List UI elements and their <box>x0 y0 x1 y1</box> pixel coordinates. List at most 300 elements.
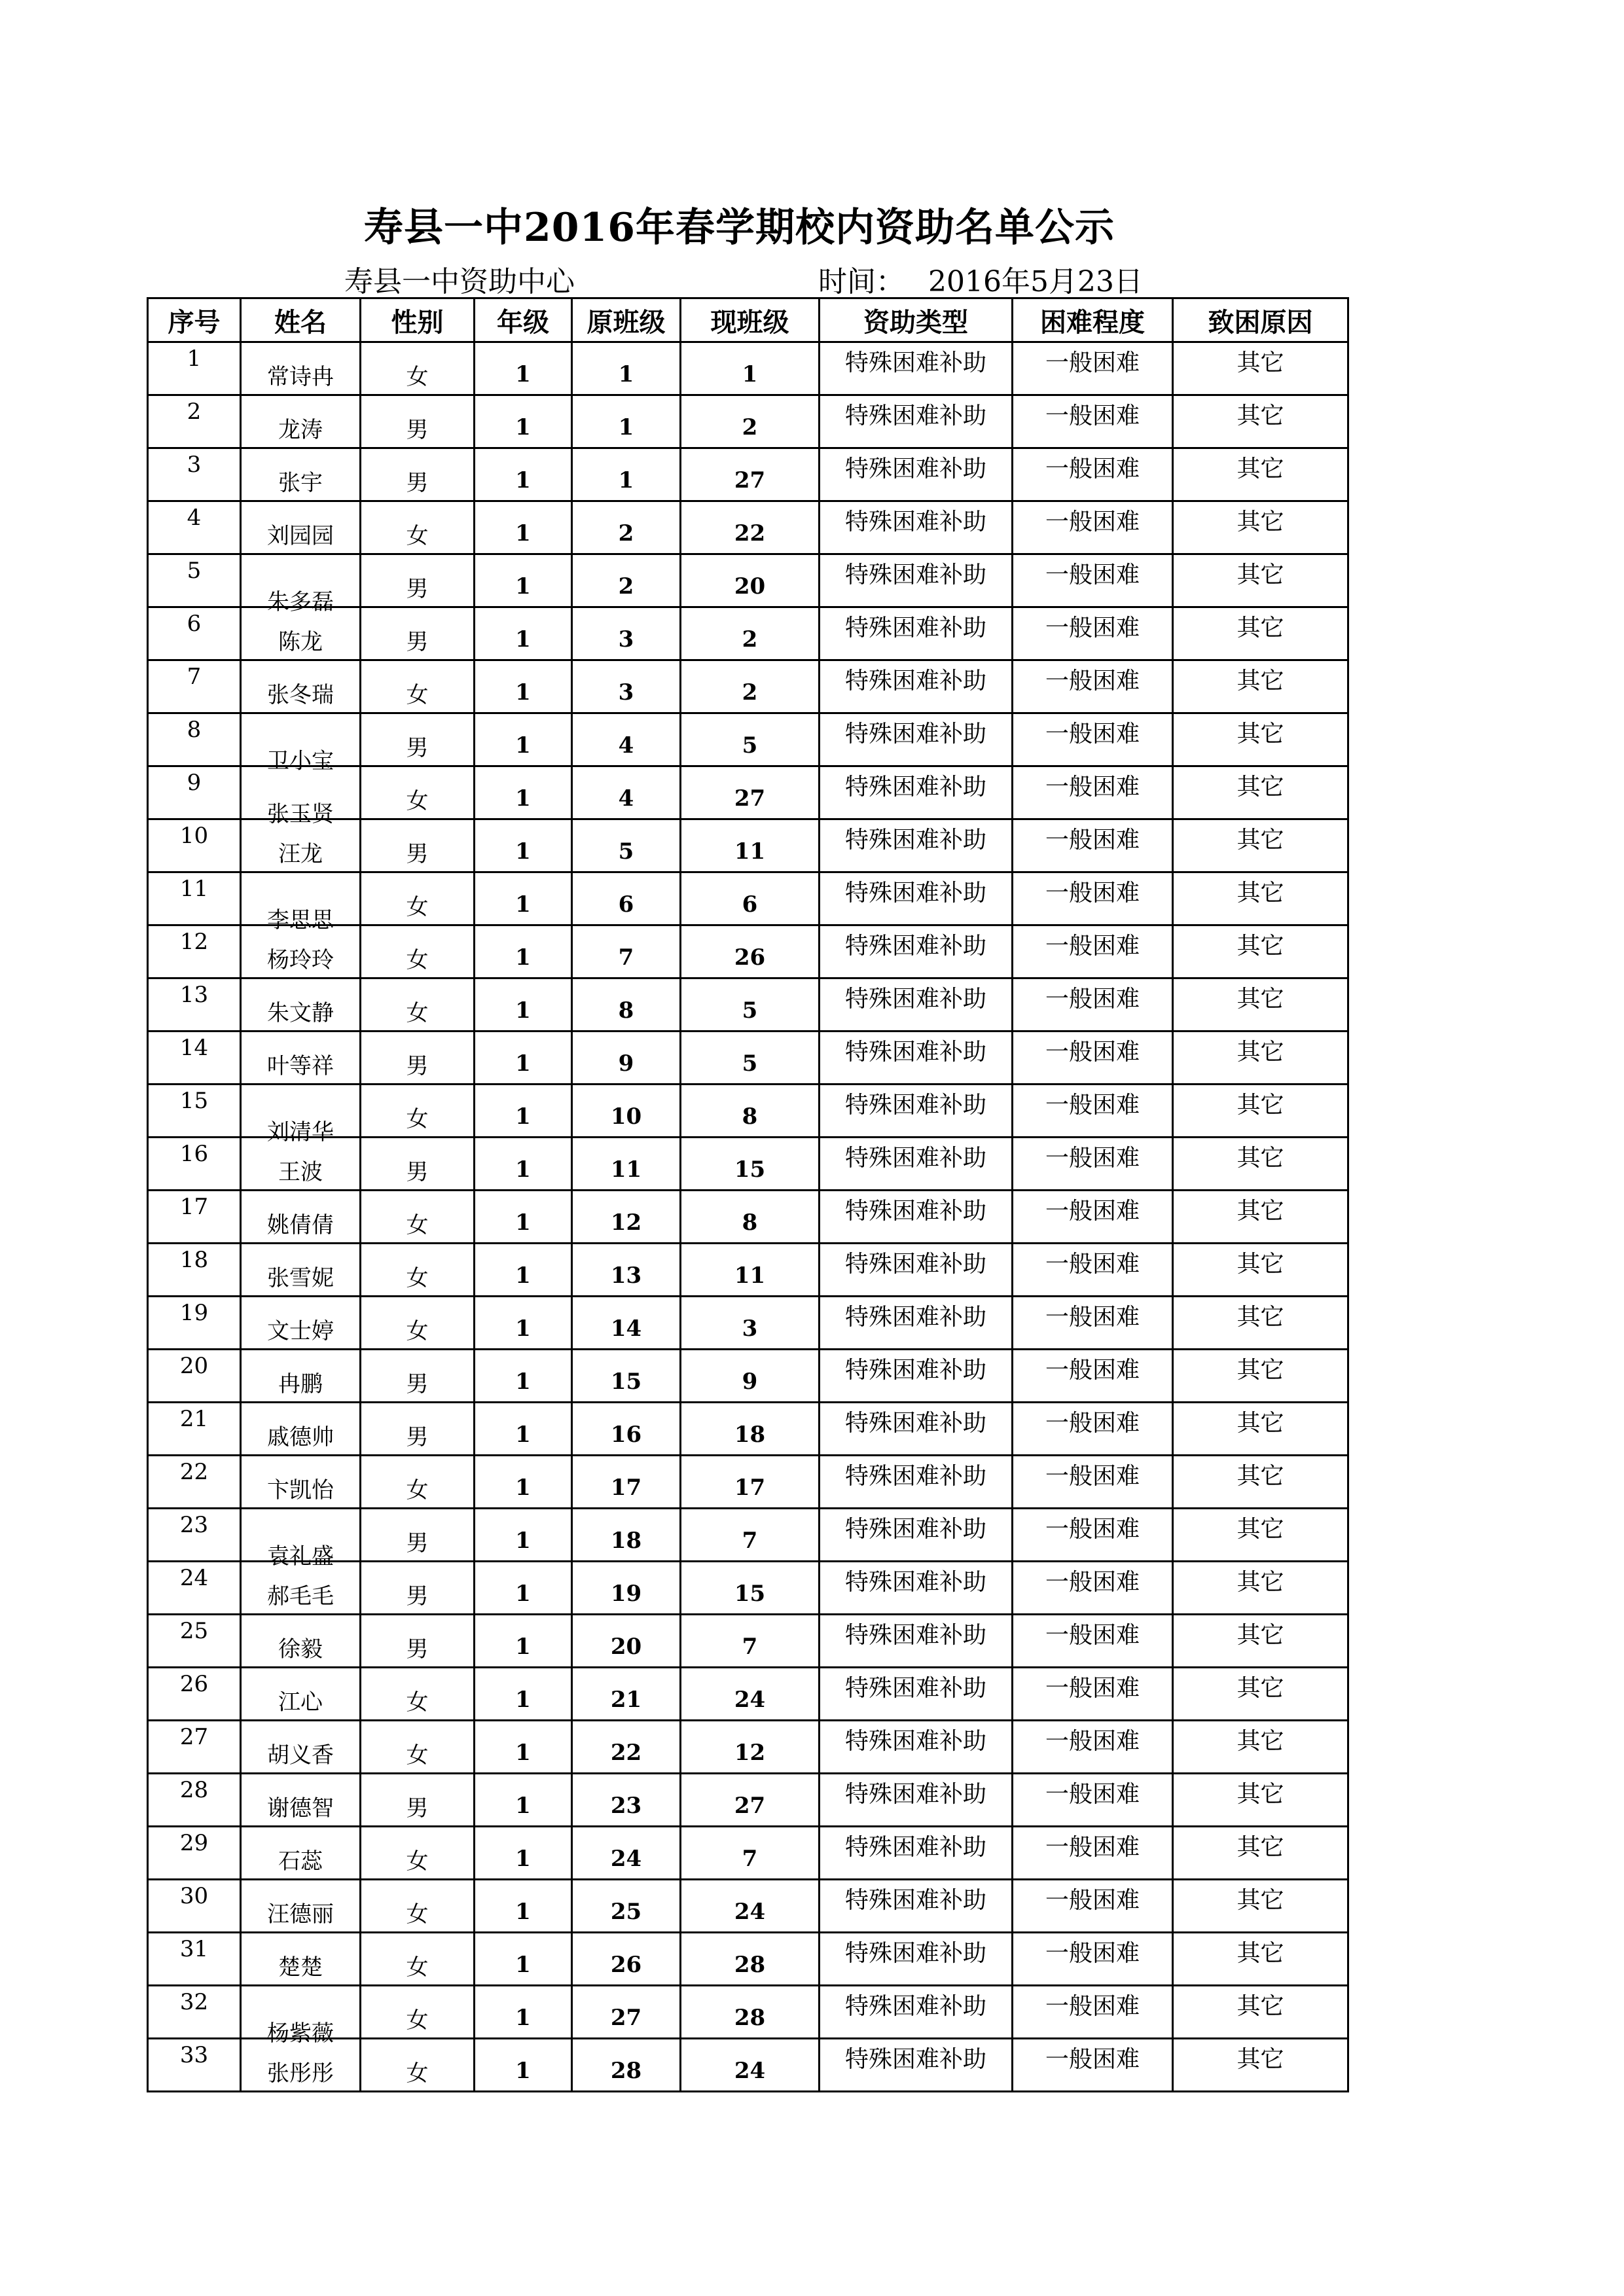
cell-no <box>148 395 241 448</box>
cell-cur-class <box>681 1085 820 1138</box>
cell-aid-type <box>820 1244 1013 1297</box>
cell-name <box>241 395 361 448</box>
cell-cur-class <box>681 1509 820 1562</box>
cell-orig-class <box>572 1774 681 1827</box>
col-header-reason: 致困原因 <box>1173 298 1348 342</box>
cell-difficulty-text: 一般困难 <box>1045 1092 1140 1119</box>
cell-gender-text: 女 <box>406 364 429 390</box>
cell-no-text: 24 <box>179 1565 209 1591</box>
cell-reason <box>1173 713 1348 766</box>
cell-aid-type-text: 特殊困难补助 <box>844 615 986 641</box>
cell-name-text: 谢德智 <box>267 1795 334 1821</box>
cell-gender-text: 男 <box>406 1636 429 1662</box>
cell-aid-type-text: 特殊困难补助 <box>844 562 986 588</box>
cell-reason <box>1173 1880 1348 1933</box>
cell-no-text: 16 <box>179 1141 209 1167</box>
cell-no <box>148 1297 241 1350</box>
cell-cur-class <box>681 713 820 766</box>
cell-reason <box>1173 1191 1348 1244</box>
cell-no-text: 18 <box>179 1247 209 1273</box>
cell-cur-class <box>681 1933 820 1986</box>
cell-cur-class-text: 27 <box>734 467 766 493</box>
cell-reason-text: 其它 <box>1236 1834 1284 1861</box>
cell-difficulty-text: 一般困难 <box>1045 1834 1140 1861</box>
cell-difficulty-text: 一般困难 <box>1045 562 1140 588</box>
cell-reason-text: 其它 <box>1236 509 1284 535</box>
cell-cur-class <box>681 1986 820 2039</box>
cell-orig-class-text: 28 <box>610 2058 642 2084</box>
cell-reason <box>1173 1031 1348 1085</box>
cell-name <box>241 1986 361 2047</box>
cell-grade-text: 1 <box>515 626 531 653</box>
cell-orig-class-text: 1 <box>618 414 634 440</box>
cell-aid-type-text: 特殊困难补助 <box>844 1516 986 1543</box>
cell-cur-class-text: 12 <box>734 1740 766 1766</box>
cell-name <box>241 1615 361 1668</box>
cell-name <box>241 1403 361 1456</box>
cell-difficulty <box>1013 819 1173 872</box>
cell-orig-class-text: 16 <box>610 1422 642 1448</box>
cell-cur-class <box>681 872 820 925</box>
cell-difficulty <box>1013 1244 1173 1297</box>
time-value: 2016年5月23日 <box>928 265 1143 298</box>
cell-difficulty <box>1013 1138 1173 1191</box>
cell-aid-type-text: 特殊困难补助 <box>844 827 986 853</box>
cell-difficulty-text: 一般困难 <box>1045 350 1140 376</box>
cell-grade <box>475 342 572 395</box>
cell-no <box>148 819 241 872</box>
cell-grade <box>475 1721 572 1774</box>
cell-name <box>241 448 361 501</box>
cell-name-text: 袁礼盛 <box>267 1543 334 1570</box>
cell-gender-text: 女 <box>406 1318 429 1344</box>
cell-aid-type <box>820 1562 1013 1615</box>
cell-reason <box>1173 448 1348 501</box>
table-row <box>148 2039 1348 2092</box>
cell-name <box>241 713 361 774</box>
cell-gender <box>361 1403 475 1456</box>
cell-aid-type-text: 特殊困难补助 <box>844 1675 986 1702</box>
cell-no-text: 1 <box>187 346 202 372</box>
cell-gender-text: 男 <box>406 576 429 602</box>
cell-reason-text: 其它 <box>1236 774 1284 800</box>
cell-difficulty-text: 一般困难 <box>1045 1304 1140 1331</box>
table-row <box>148 607 1348 660</box>
cell-no-text: 8 <box>187 717 202 743</box>
table-row <box>148 1933 1348 1986</box>
cell-gender-text: 女 <box>406 682 429 708</box>
cell-no-text: 4 <box>187 505 202 531</box>
cell-difficulty-text: 一般困难 <box>1045 827 1140 853</box>
cell-gender-text: 男 <box>406 417 429 443</box>
cell-name-text: 姚倩倩 <box>267 1212 334 1238</box>
cell-aid-type-text: 特殊困难补助 <box>844 2046 986 2073</box>
cell-name-text: 郝毛毛 <box>267 1583 334 1609</box>
cell-grade <box>475 819 572 872</box>
cell-no-text: 21 <box>179 1406 209 1432</box>
cell-name-text: 江心 <box>278 1689 323 1715</box>
cell-grade <box>475 1774 572 1827</box>
cell-difficulty <box>1013 1615 1173 1668</box>
cell-cur-class-text: 15 <box>734 1157 766 1183</box>
cell-aid-type <box>820 1031 1013 1085</box>
table-row <box>148 395 1348 448</box>
cell-aid-type-text: 特殊困难补助 <box>844 1781 986 1808</box>
cell-grade-text: 1 <box>515 1899 531 1925</box>
cell-no <box>148 660 241 713</box>
cell-cur-class-text: 5 <box>742 1050 758 1077</box>
cell-orig-class <box>572 1615 681 1668</box>
cell-reason <box>1173 1297 1348 1350</box>
cell-orig-class-text: 23 <box>610 1793 642 1819</box>
cell-cur-class-text: 28 <box>734 2005 766 2031</box>
cell-reason <box>1173 1244 1348 1297</box>
cell-name-text: 文士婷 <box>267 1318 334 1344</box>
cell-orig-class-text: 2 <box>618 573 634 600</box>
cell-difficulty <box>1013 1933 1173 1986</box>
cell-orig-class-text: 1 <box>618 467 634 493</box>
cell-aid-type <box>820 1085 1013 1138</box>
cell-no-text: 22 <box>179 1459 209 1485</box>
cell-grade-text: 1 <box>515 1793 531 1819</box>
cell-gender-text: 女 <box>406 1000 429 1026</box>
cell-name-text: 卞凯怡 <box>267 1477 334 1503</box>
cell-no-text: 15 <box>179 1088 209 1114</box>
cell-grade <box>475 554 572 607</box>
cell-grade-text: 1 <box>515 732 531 759</box>
cell-orig-class <box>572 1509 681 1562</box>
cell-aid-type <box>820 713 1013 766</box>
cell-cur-class-text: 26 <box>734 944 766 971</box>
cell-orig-class-text: 9 <box>618 1050 634 1077</box>
cell-orig-class-text: 2 <box>618 520 634 547</box>
cell-cur-class-text: 2 <box>742 626 758 653</box>
cell-gender <box>361 925 475 978</box>
cell-reason <box>1173 978 1348 1031</box>
cell-grade <box>475 1509 572 1562</box>
col-header-aid-type: 资助类型 <box>820 298 1013 342</box>
table-row <box>148 1827 1348 1880</box>
cell-grade <box>475 1615 572 1668</box>
cell-reason <box>1173 2039 1348 2092</box>
cell-no <box>148 448 241 501</box>
cell-difficulty <box>1013 1827 1173 1880</box>
cell-grade-text: 1 <box>515 1422 531 1448</box>
cell-difficulty <box>1013 1562 1173 1615</box>
cell-grade <box>475 1297 572 1350</box>
cell-no <box>148 1031 241 1085</box>
cell-grade <box>475 713 572 766</box>
col-header-gender: 性别 <box>361 298 475 342</box>
cell-orig-class <box>572 1827 681 1880</box>
cell-reason-text: 其它 <box>1236 1569 1284 1596</box>
cell-gender-text: 男 <box>406 1795 429 1821</box>
cell-orig-class <box>572 819 681 872</box>
col-header-no: 序号 <box>148 298 241 342</box>
cell-cur-class <box>681 819 820 872</box>
cell-name <box>241 554 361 615</box>
cell-name <box>241 1244 361 1297</box>
cell-gender <box>361 1297 475 1350</box>
cell-orig-class <box>572 1933 681 1986</box>
cell-aid-type <box>820 872 1013 925</box>
cell-cur-class-text: 1 <box>742 361 758 387</box>
cell-difficulty-text: 一般困难 <box>1045 1516 1140 1543</box>
cell-difficulty-text: 一般困难 <box>1045 456 1140 482</box>
cell-difficulty <box>1013 1986 1173 2039</box>
cell-no-text: 20 <box>179 1353 209 1379</box>
cell-gender-text: 男 <box>406 735 429 761</box>
cell-no <box>148 554 241 607</box>
cell-name <box>241 819 361 872</box>
cell-aid-type-text: 特殊困难补助 <box>844 986 986 1013</box>
cell-orig-class-text: 25 <box>610 1899 642 1925</box>
cell-grade <box>475 1244 572 1297</box>
cell-aid-type <box>820 395 1013 448</box>
cell-aid-type <box>820 342 1013 395</box>
cell-cur-class-text: 20 <box>734 573 766 600</box>
cell-aid-type <box>820 554 1013 607</box>
cell-no <box>148 1986 241 2039</box>
cell-reason-text: 其它 <box>1236 721 1284 747</box>
cell-aid-type <box>820 448 1013 501</box>
cell-cur-class-text: 5 <box>742 997 758 1024</box>
cell-difficulty <box>1013 660 1173 713</box>
cell-orig-class <box>572 501 681 554</box>
cell-grade-text: 1 <box>515 1316 531 1342</box>
cell-no-text: 30 <box>179 1883 209 1909</box>
cell-gender <box>361 1615 475 1668</box>
cell-no-text: 13 <box>179 982 209 1008</box>
cell-orig-class <box>572 978 681 1031</box>
cell-no <box>148 1562 241 1615</box>
cell-gender-text: 女 <box>406 1848 429 1874</box>
cell-name <box>241 2039 361 2092</box>
cell-cur-class <box>681 501 820 554</box>
cell-aid-type-text: 特殊困难补助 <box>844 456 986 482</box>
cell-name-text: 叶等祥 <box>267 1053 334 1079</box>
cell-cur-class-text: 17 <box>734 1475 766 1501</box>
cell-no-text: 2 <box>187 399 202 425</box>
cell-orig-class <box>572 1880 681 1933</box>
cell-orig-class-text: 3 <box>618 626 634 653</box>
cell-gender-text: 男 <box>406 1159 429 1185</box>
cell-cur-class <box>681 1244 820 1297</box>
cell-grade-text: 1 <box>515 2058 531 2084</box>
table-row <box>148 1138 1348 1191</box>
cell-reason <box>1173 1668 1348 1721</box>
cell-grade-text: 1 <box>515 1103 531 1130</box>
cell-reason-text: 其它 <box>1236 1940 1284 1967</box>
cell-orig-class <box>572 1138 681 1191</box>
cell-grade <box>475 1986 572 2039</box>
cell-name <box>241 1031 361 1085</box>
cell-grade-text: 1 <box>515 361 531 387</box>
cell-no <box>148 925 241 978</box>
cell-difficulty <box>1013 872 1173 925</box>
cell-no-text: 27 <box>179 1724 209 1750</box>
cell-reason-text: 其它 <box>1236 1781 1284 1808</box>
cell-cur-class-text: 27 <box>734 1793 766 1819</box>
cell-grade-text: 1 <box>515 414 531 440</box>
cell-gender-text: 女 <box>406 788 429 814</box>
cell-reason <box>1173 1721 1348 1774</box>
cell-gender-text: 女 <box>406 1106 429 1132</box>
cell-name-text: 陈龙 <box>278 629 323 655</box>
cell-reason <box>1173 660 1348 713</box>
cell-difficulty-text: 一般困难 <box>1045 1145 1140 1172</box>
cell-grade-text: 1 <box>515 1581 531 1607</box>
cell-reason-text: 其它 <box>1236 1251 1284 1278</box>
cell-reason-text: 其它 <box>1236 403 1284 429</box>
cell-name-text: 卫小宝 <box>267 748 334 774</box>
cell-difficulty <box>1013 501 1173 554</box>
cell-aid-type-text: 特殊困难补助 <box>844 403 986 429</box>
cell-reason <box>1173 1827 1348 1880</box>
cell-grade <box>475 395 572 448</box>
cell-cur-class <box>681 607 820 660</box>
cell-grade <box>475 448 572 501</box>
table-row <box>148 1615 1348 1668</box>
cell-difficulty-text: 一般困难 <box>1045 1781 1140 1808</box>
cell-grade-text: 1 <box>515 944 531 971</box>
cell-aid-type <box>820 978 1013 1031</box>
cell-orig-class <box>572 872 681 925</box>
table-row <box>148 1244 1348 1297</box>
cell-reason-text: 其它 <box>1236 933 1284 960</box>
cell-no-text: 29 <box>179 1830 209 1856</box>
org-name: 寿县一中资助中心 <box>344 265 575 298</box>
cell-reason-text: 其它 <box>1236 1887 1284 1914</box>
cell-gender-text: 男 <box>406 1530 429 1556</box>
cell-orig-class-text: 3 <box>618 679 634 706</box>
cell-difficulty <box>1013 1668 1173 1721</box>
cell-aid-type <box>820 1138 1013 1191</box>
cell-difficulty-text: 一般困难 <box>1045 1993 1140 2020</box>
cell-reason <box>1173 819 1348 872</box>
cell-orig-class-text: 27 <box>610 2005 642 2031</box>
cell-no-text: 31 <box>179 1936 209 1962</box>
cell-no <box>148 1933 241 1986</box>
cell-difficulty <box>1013 1774 1173 1827</box>
cell-gender-text: 男 <box>406 1053 429 1079</box>
table-row <box>148 1403 1348 1456</box>
cell-reason-text: 其它 <box>1236 1516 1284 1543</box>
col-header-orig-class: 原班级 <box>572 298 681 342</box>
cell-orig-class-text: 4 <box>618 785 634 812</box>
cell-aid-type <box>820 1880 1013 1933</box>
cell-orig-class-text: 24 <box>610 1846 642 1872</box>
cell-gender <box>361 1138 475 1191</box>
cell-name <box>241 1562 361 1615</box>
cell-difficulty-text: 一般困难 <box>1045 668 1140 694</box>
cell-name-text: 张彤彤 <box>267 2060 334 2087</box>
cell-orig-class <box>572 395 681 448</box>
cell-cur-class-text: 5 <box>742 732 758 759</box>
cell-grade <box>475 660 572 713</box>
aid-list-table <box>147 297 1349 2092</box>
cell-grade <box>475 607 572 660</box>
cell-orig-class-text: 12 <box>610 1210 642 1236</box>
cell-name-text: 楚楚 <box>278 1954 323 1981</box>
cell-name <box>241 1509 361 1570</box>
cell-reason-text: 其它 <box>1236 668 1284 694</box>
cell-orig-class <box>572 1191 681 1244</box>
cell-aid-type <box>820 1403 1013 1456</box>
cell-name-text: 张玉贤 <box>267 801 334 827</box>
cell-gender <box>361 395 475 448</box>
cell-aid-type-text: 特殊困难补助 <box>844 668 986 694</box>
cell-orig-class <box>572 342 681 395</box>
cell-gender-text: 女 <box>406 1954 429 1981</box>
cell-orig-class-text: 14 <box>610 1316 642 1342</box>
cell-no <box>148 1827 241 1880</box>
cell-cur-class-text: 9 <box>742 1369 758 1395</box>
cell-no <box>148 766 241 819</box>
cell-no-text: 28 <box>179 1777 209 1803</box>
cell-cur-class <box>681 1191 820 1244</box>
cell-name <box>241 1827 361 1880</box>
cell-name-text: 徐毅 <box>278 1636 323 1662</box>
cell-aid-type-text: 特殊困难补助 <box>844 774 986 800</box>
cell-aid-type <box>820 1297 1013 1350</box>
cell-orig-class-text: 4 <box>618 732 634 759</box>
cell-difficulty <box>1013 978 1173 1031</box>
cell-grade-text: 1 <box>515 997 531 1024</box>
cell-orig-class-text: 10 <box>610 1103 642 1130</box>
cell-no-text: 33 <box>179 2042 209 2068</box>
cell-orig-class-text: 20 <box>610 1634 642 1660</box>
table-row <box>148 1085 1348 1138</box>
cell-name <box>241 607 361 660</box>
cell-cur-class-text: 11 <box>734 1263 766 1289</box>
cell-aid-type-text: 特殊困难补助 <box>844 1198 986 1225</box>
cell-gender <box>361 1986 475 2039</box>
cell-grade-text: 1 <box>515 1687 531 1713</box>
cell-orig-class-text: 8 <box>618 997 634 1024</box>
cell-gender <box>361 1668 475 1721</box>
cell-no-text: 17 <box>179 1194 209 1220</box>
cell-no <box>148 607 241 660</box>
table-row <box>148 1562 1348 1615</box>
cell-reason-text: 其它 <box>1236 1993 1284 2020</box>
table-row <box>148 1721 1348 1774</box>
cell-name-text: 常诗冉 <box>267 364 334 390</box>
cell-name-text: 杨玲玲 <box>267 947 334 973</box>
table-row <box>148 660 1348 713</box>
cell-gender-text: 女 <box>406 2007 429 2034</box>
cell-grade-text: 1 <box>515 467 531 493</box>
cell-name-text: 刘园园 <box>267 523 334 549</box>
cell-gender <box>361 1085 475 1138</box>
table-row <box>148 872 1348 925</box>
cell-grade-text: 1 <box>515 520 531 547</box>
cell-gender <box>361 660 475 713</box>
cell-grade <box>475 2039 572 2092</box>
cell-reason <box>1173 395 1348 448</box>
cell-aid-type-text: 特殊困难补助 <box>844 1304 986 1331</box>
cell-difficulty <box>1013 342 1173 395</box>
cell-difficulty-text: 一般困难 <box>1045 1039 1140 1066</box>
cell-name-text: 王波 <box>278 1159 323 1185</box>
cell-aid-type <box>820 1456 1013 1509</box>
cell-no <box>148 978 241 1031</box>
cell-reason <box>1173 501 1348 554</box>
cell-no <box>148 1244 241 1297</box>
table-row <box>148 819 1348 872</box>
cell-orig-class-text: 15 <box>610 1369 642 1395</box>
cell-difficulty <box>1013 554 1173 607</box>
